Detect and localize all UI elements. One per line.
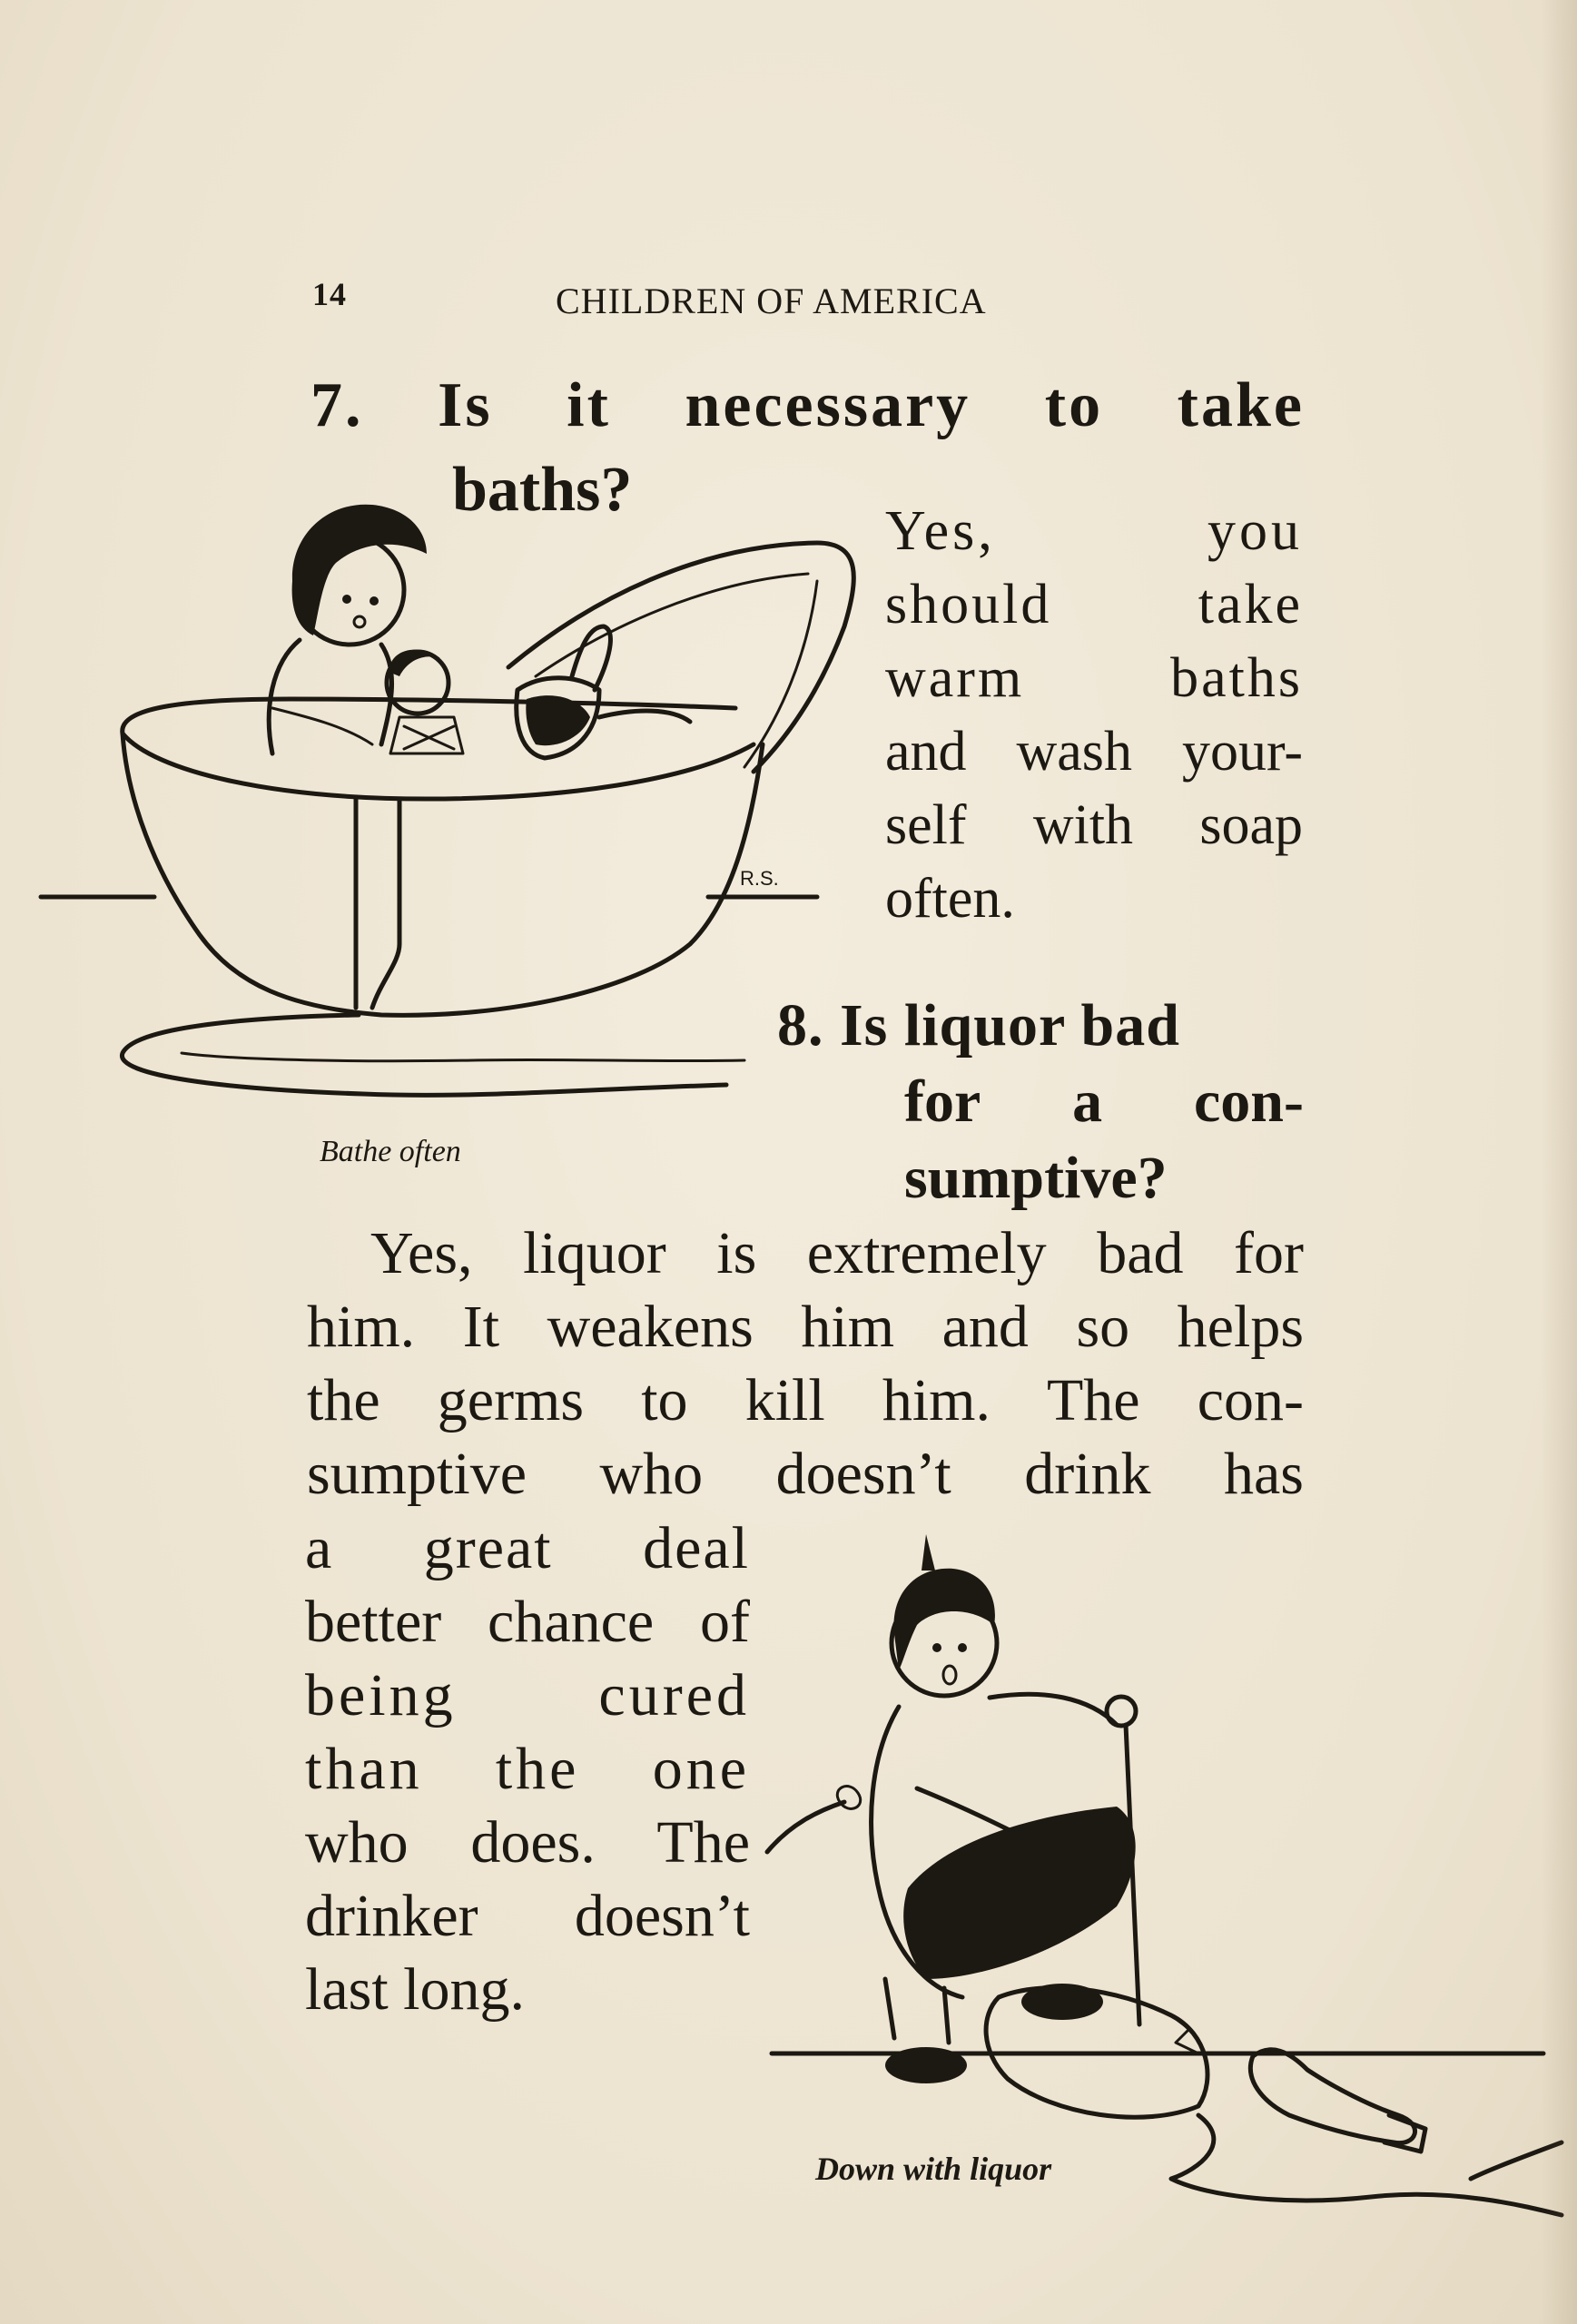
question-7-line-2: baths? <box>452 455 633 525</box>
bathtub-caption: Bathe often <box>320 1135 461 1168</box>
q8-word: for <box>904 1068 981 1135</box>
q7-word: Is <box>438 370 493 440</box>
answer-8-line: last long. <box>305 1956 525 2023</box>
answer-7-line: and wash your- <box>885 721 1303 783</box>
q7-word: necessary <box>685 370 971 440</box>
q8-word: a <box>1072 1068 1103 1135</box>
page-number: 14 <box>312 276 347 312</box>
q7-word: to <box>1044 370 1104 440</box>
answer-7-line: warm baths <box>885 647 1303 709</box>
artist-signature: R.S. <box>740 867 779 890</box>
answer-8-line: than the one <box>305 1736 750 1802</box>
answer-8-line: him. It weakens him and so helps <box>307 1294 1304 1360</box>
answer-7-line: should take <box>885 574 1303 635</box>
question-8-line-3: sumptive? <box>904 1145 1168 1211</box>
answer-7-line: self with soap <box>885 794 1303 856</box>
running-head: CHILDREN OF AMERICA <box>556 281 987 321</box>
answer-8-line: being cured <box>305 1662 750 1728</box>
drunk-child-caption: Down with liquor <box>815 2151 1052 2187</box>
answer-7-line: Yes, you <box>885 500 1303 562</box>
answer-8-line: Yes, liquor is extremely bad for <box>370 1220 1304 1286</box>
answer-8-line: the germs to kill him. The con- <box>307 1367 1304 1433</box>
q7-word: take <box>1177 370 1305 440</box>
answer-8-line: sumptive who doesn’t drink has <box>307 1441 1304 1507</box>
question-8-line-1: 8. Is liquor bad <box>777 992 1180 1059</box>
answer-8-line: better chance of <box>305 1589 750 1655</box>
q8-word: con- <box>1194 1068 1304 1135</box>
q7-word: 7. <box>310 370 364 440</box>
answer-8-line: who does. The <box>305 1809 750 1876</box>
q7-word: it <box>567 370 611 440</box>
answer-7-line: often. <box>885 868 1015 930</box>
answer-8-line: a great deal <box>305 1515 750 1581</box>
answer-8-line: drinker doesn’t <box>305 1883 750 1949</box>
